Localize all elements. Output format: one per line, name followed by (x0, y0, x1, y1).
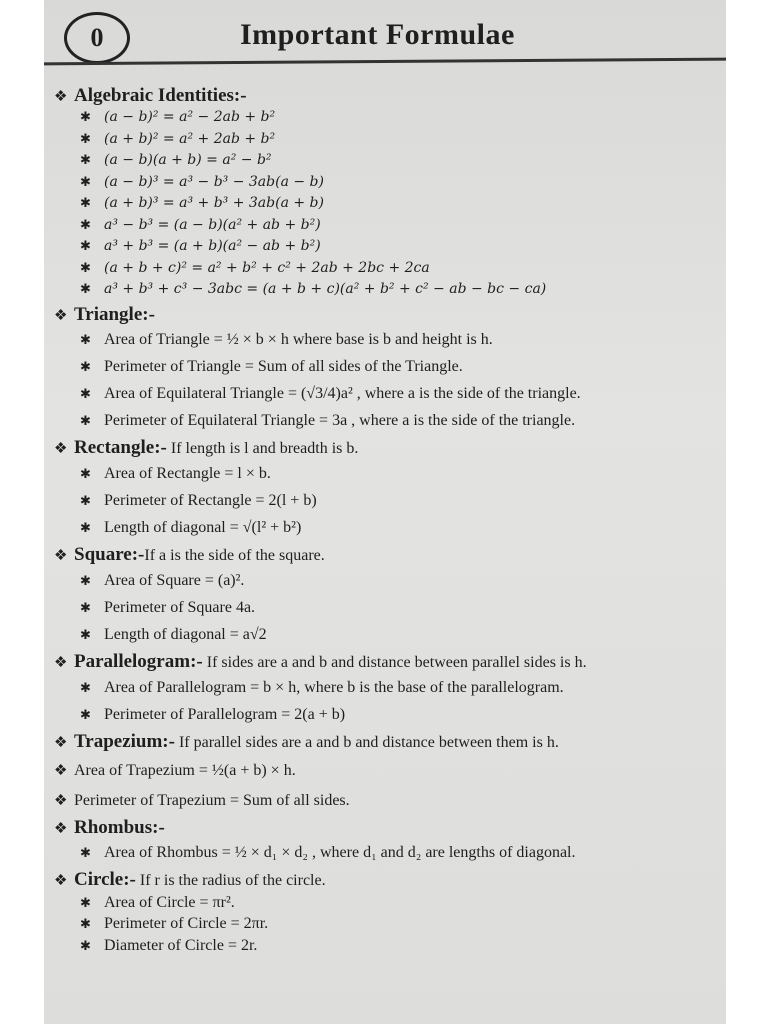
trapezium-perimeter: ❖ Perimeter of Trapezium = Sum of all sides. (54, 787, 719, 814)
star-bullet-icon: ✱ (80, 358, 91, 374)
section-heading: Square:- (74, 543, 145, 565)
section-rhombus (54, 817, 719, 839)
star-bullet-icon: ✱ (80, 844, 91, 860)
list-item: ✱ (a − b)(a + b) = a² − b² (54, 150, 719, 172)
diamond-bullet-icon: ❖ (54, 438, 68, 457)
list-item: ✱ (a + b)³ = a³ + b³ + 3ab(a + b) (54, 193, 719, 215)
section-heading: Circle:- (74, 868, 136, 890)
section-heading: Algebraic Identities:- (74, 85, 247, 106)
section-triangle (54, 304, 719, 326)
diamond-bullet-icon: ❖ (54, 545, 68, 564)
list-item: ✱ Area of Rhombus = ½ × d₁ × d₂ , where d₁ and d₂ are lengths of diagonal. (54, 839, 719, 866)
list-item: ✱ (a − b)³ = a³ − b³ − 3ab(a − b) (54, 172, 719, 194)
section-circle (54, 869, 719, 892)
section-heading: Rhombus:- (74, 816, 165, 838)
list-item: ✱ Perimeter of Equilateral Triangle = 3a , where a is the side of the triangle. (54, 407, 719, 434)
section-description: If length is l and breadth is b. (166, 439, 359, 457)
trapezium-area: ❖ Area of Trapezium = ½(a + b) × h. (54, 757, 719, 784)
list-item: ✱ Area of Rectangle = l × b. (54, 460, 719, 487)
section-heading: Parallelogram:- (74, 650, 203, 672)
list-item: ✱ Perimeter of Square 4a. (54, 594, 719, 621)
list-item: ✱ a³ − b³ = (a − b)(a² + ab + b²) (54, 215, 719, 237)
diamond-bullet-icon: ❖ (54, 870, 68, 889)
section-heading: Rectangle:- (74, 436, 167, 458)
star-bullet-icon: ✱ (80, 492, 91, 508)
chapter-number-badge: 0 (64, 12, 130, 64)
star-bullet-icon: ✱ (80, 412, 91, 428)
star-bullet-icon: ✱ (80, 282, 91, 297)
diamond-bullet-icon: ❖ (54, 760, 68, 779)
star-bullet-icon: ✱ (80, 937, 91, 953)
star-bullet-icon: ✱ (80, 706, 91, 722)
diamond-bullet-icon: ❖ (54, 87, 68, 105)
star-bullet-icon: ✱ (80, 239, 91, 254)
diamond-bullet-icon: ❖ (54, 652, 68, 671)
star-bullet-icon: ✱ (80, 260, 91, 276)
star-bullet-icon: ✱ (80, 626, 91, 642)
section-description: If parallel sides are a and b and distance between them is h. (174, 733, 559, 751)
section-parallelogram (54, 651, 719, 674)
list-item: ✱ a³ + b³ = (a + b)(a² − ab + b²) (54, 236, 719, 258)
list-item: ✱ Area of Equilateral Triangle = (√3/4)a² , where a is the side of the triangle. (54, 380, 719, 407)
star-bullet-icon: ✱ (80, 679, 91, 695)
section-description: If sides are a and b and distance between parallel sides is h. (202, 653, 587, 671)
page-header (44, 0, 726, 70)
star-bullet-icon: ✱ (80, 916, 91, 931)
section-heading: Triangle:- (74, 303, 155, 325)
page-title: Important Formulae (240, 18, 515, 51)
star-bullet-icon: ✱ (80, 519, 91, 535)
formula-page (44, 0, 726, 1024)
diamond-bullet-icon: ❖ (54, 305, 68, 324)
section-heading: Trapezium:- (74, 730, 175, 752)
star-bullet-icon: ✱ (80, 131, 91, 147)
list-item: ✱ (a − b)² = a² − 2ab + b² (54, 107, 719, 129)
star-bullet-icon: ✱ (80, 153, 91, 168)
section-square (54, 544, 719, 567)
formula-content (54, 82, 719, 956)
list-item: ✱ Perimeter of Triangle = Sum of all sides of the Triangle. (54, 353, 719, 380)
list-item: ✱ Diameter of Circle = 2r. (54, 935, 719, 957)
diamond-bullet-icon: ❖ (54, 732, 68, 751)
list-item: ✱ Length of diagonal = √(l² + b²) (54, 514, 719, 541)
star-bullet-icon: ✱ (80, 572, 91, 588)
star-bullet-icon: ✱ (80, 599, 91, 615)
list-item: ✱ Perimeter of Parallelogram = 2(a + b) (54, 701, 719, 728)
diamond-bullet-icon: ❖ (54, 790, 68, 809)
section-description: If a is the side of the square. (144, 546, 325, 564)
star-bullet-icon: ✱ (80, 894, 91, 910)
star-bullet-icon: ✱ (80, 385, 91, 401)
list-item: ✱ (a + b)² = a² + 2ab + b² (54, 129, 719, 151)
section-rectangle (54, 437, 719, 460)
list-item: ✱ Area of Triangle = ½ × b × h where base is b and height is h. (54, 326, 719, 353)
star-bullet-icon: ✱ (80, 465, 91, 481)
section-algebraic-identities (54, 85, 719, 107)
list-item: ✱ Area of Parallelogram = b × h, where b is the base of the parallelogram. (54, 674, 719, 701)
header-rule (44, 58, 726, 66)
star-bullet-icon: ✱ (80, 110, 91, 125)
list-item: ✱ Area of Square = (a)². (54, 567, 719, 594)
star-bullet-icon: ✱ (80, 196, 91, 211)
star-bullet-icon: ✱ (80, 217, 91, 233)
section-trapezium (54, 731, 719, 754)
list-item: ✱ Length of diagonal = a√2 (54, 621, 719, 648)
star-bullet-icon: ✱ (80, 174, 91, 190)
list-item: ✱ (a + b + c)² = a² + b² + c² + 2ab + 2bc + 2ca (54, 258, 719, 280)
list-item: ✱ Area of Circle = πr². (54, 892, 719, 914)
list-item: ✱ Perimeter of Rectangle = 2(l + b) (54, 487, 719, 514)
list-item: ✱ Perimeter of Circle = 2πr. (54, 913, 719, 935)
star-bullet-icon: ✱ (80, 331, 91, 347)
section-description: If r is the radius of the circle. (135, 871, 326, 889)
list-item: ✱ a³ + b³ + c³ − 3abc = (a + b + c)(a² + b² + c² − ab − bc − ca) (54, 279, 719, 301)
diamond-bullet-icon: ❖ (54, 818, 68, 837)
